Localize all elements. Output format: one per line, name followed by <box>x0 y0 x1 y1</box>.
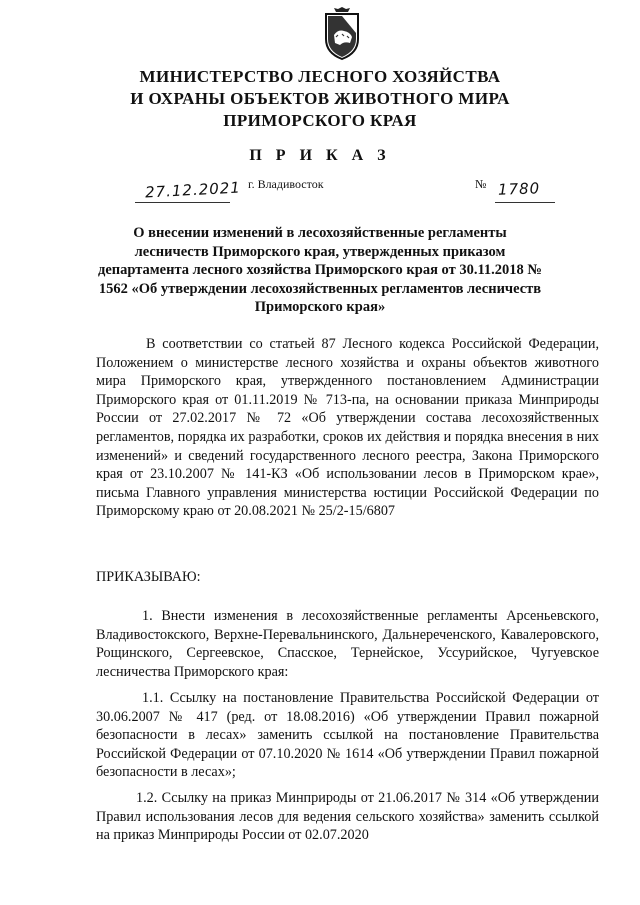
order-item-1-1: 1.1. Ссылку на постановление Правительства Российской Федерации от 30.06.2007 № 417 (ред. от 18.08.2016) «Об утверждении Правил пожарной безопасности в лесах» заменить ссылкой на постановление Правительства Российской Федерации от 07.10.2020 № 1614 «Об утверждении Правил пожарной безопасности в лесах»; <box>96 690 599 781</box>
number-underline <box>495 202 555 203</box>
order-item-1: 1. Внести изменения в лесохозяйственные регламенты Арсеньевского, Владивостокского, Верхне-Перевальнинского, Дальнереченского, Кавалеровского, Рощинского, Сергеевское, Спасское, Тернейское, Уссурийское, Чугуевское лесничества Приморского края: <box>96 608 599 680</box>
order-item-1-2: 1.2. Ссылку на приказ Минприроды от 21.06.2017 № 314 «Об утверждении Правил использования лесов для ведения сельского хозяйства» заменить ссылкой на приказ Минприроды России от 02.07.2020 <box>96 790 599 844</box>
ministry-name-line-2: И ОХРАНЫ ОБЪЕКТОВ ЖИВОТНОГО МИРА <box>130 89 510 108</box>
document-title: О внесении изменений в лесохозяйственные регламенты лесничеств Приморского края, утвержденных приказом департамента лесного хозяйства Приморского края от 30.11.2018 № 1562 «Об утверждении лесохозяйственных регламентов лесничеств Приморского края» <box>98 225 542 315</box>
number-sign: № <box>475 177 487 191</box>
order-word: ПРИКАЗЫВАЮ: <box>96 569 201 585</box>
city-label: г. Владивосток <box>248 177 324 191</box>
ministry-name-line-1: МИНИСТЕРСТВО ЛЕСНОГО ХОЗЯЙСТВА <box>139 67 501 86</box>
handwritten-number: 1780 <box>497 179 541 199</box>
date-underline <box>135 202 230 203</box>
handwritten-date: 27.12.2021 <box>144 178 242 202</box>
coat-of-arms-icon <box>322 5 362 61</box>
ministry-name-line-3: ПРИМОРСКОГО КРАЯ <box>223 111 417 130</box>
document-type-heading: П Р И К А З <box>249 147 391 164</box>
preamble-paragraph: В соответствии со статьей 87 Лесного кодекса Российской Федерации, Положением о министерстве лесного хозяйства и охраны объектов животного мира Приморского края, утвержденного постановлением Администрации Приморского края от 01.11.2019 № 713-па, на основании приказа Минприроды России от 27.02.2017 № 72 «Об утверждении состава лесохозяйственных регламентов, порядка их разработки, сроков их действия и порядка внесения в них изменений» и сведений государственного лесного реестра, Закона Приморского края от 23.10.2007 № 141-КЗ «Об использовании лесов в Приморском крае», письма Главного управления министерства юстиции Российской Федерации по Приморскому краю от 20.08.2021 № 25/2-15/6807 <box>96 336 599 520</box>
